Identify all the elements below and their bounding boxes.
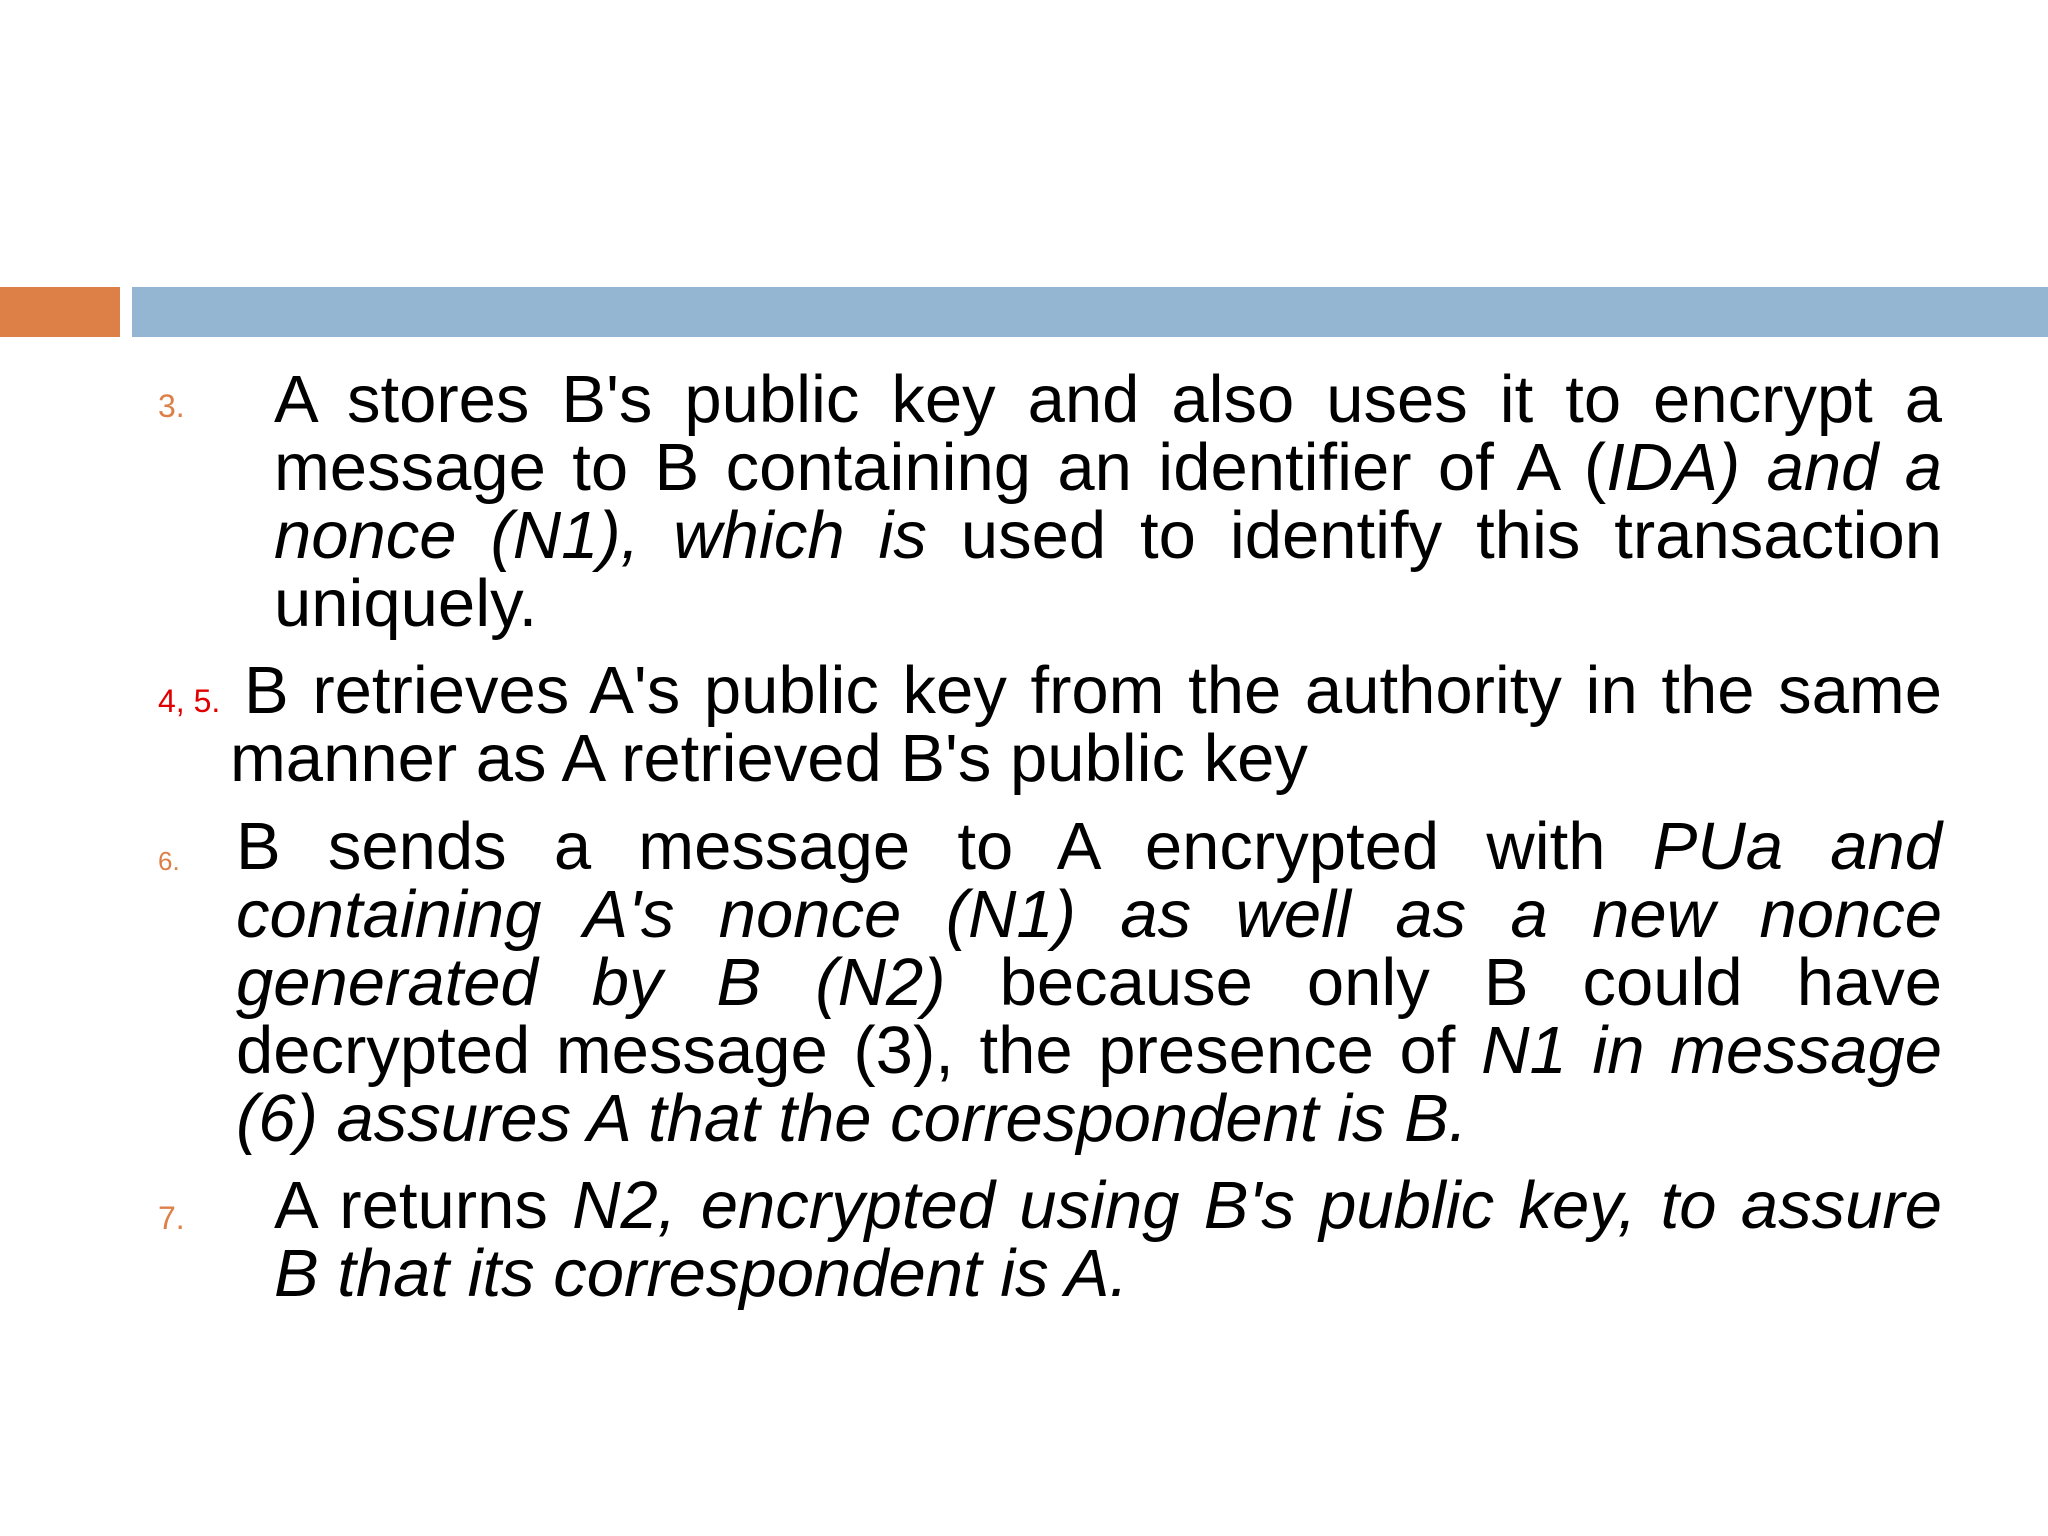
item-number: 4, 5.: [158, 683, 221, 719]
text-segment: because only B could have decrypted message (3), the presence of: [236, 945, 1942, 1088]
header-accent-blue-bar: [132, 287, 2048, 337]
header-accent-orange-bar: [0, 287, 120, 337]
text-segment: A returns: [274, 1168, 573, 1243]
item-text: [236, 809, 1942, 1156]
item-number: 3.: [158, 388, 185, 424]
text-segment: B retrieves A's public key from the authority in the same manner as A retrieved B's public key: [230, 653, 1942, 796]
text-segment-italic: N1 in message (6) assures A that the correspondent is B.: [236, 1013, 1942, 1156]
item-number: 6.: [158, 846, 180, 876]
text-segment: B sends a message to A encrypted with: [236, 809, 1653, 884]
text-segment-italic: N2, encrypted using B's public key, to assure B that its correspondent is A.: [274, 1168, 1942, 1311]
item-text: [274, 1168, 1942, 1311]
text-segment-italic: PUa and containing A's nonce (N1) as well as a new nonce generated by B (N2): [236, 809, 1942, 1020]
item-text: [274, 362, 1942, 641]
text-segment-italic: IDA) and a nonce (N1), which is: [274, 430, 1942, 573]
item-text: [230, 653, 1942, 796]
text-segment: A stores B's public key and also uses it to encrypt a message to B containing an identifier of A (: [274, 362, 1942, 505]
text-segment: used to identify this transaction uniquely.: [274, 498, 1942, 641]
item-number: 7.: [158, 1200, 185, 1236]
